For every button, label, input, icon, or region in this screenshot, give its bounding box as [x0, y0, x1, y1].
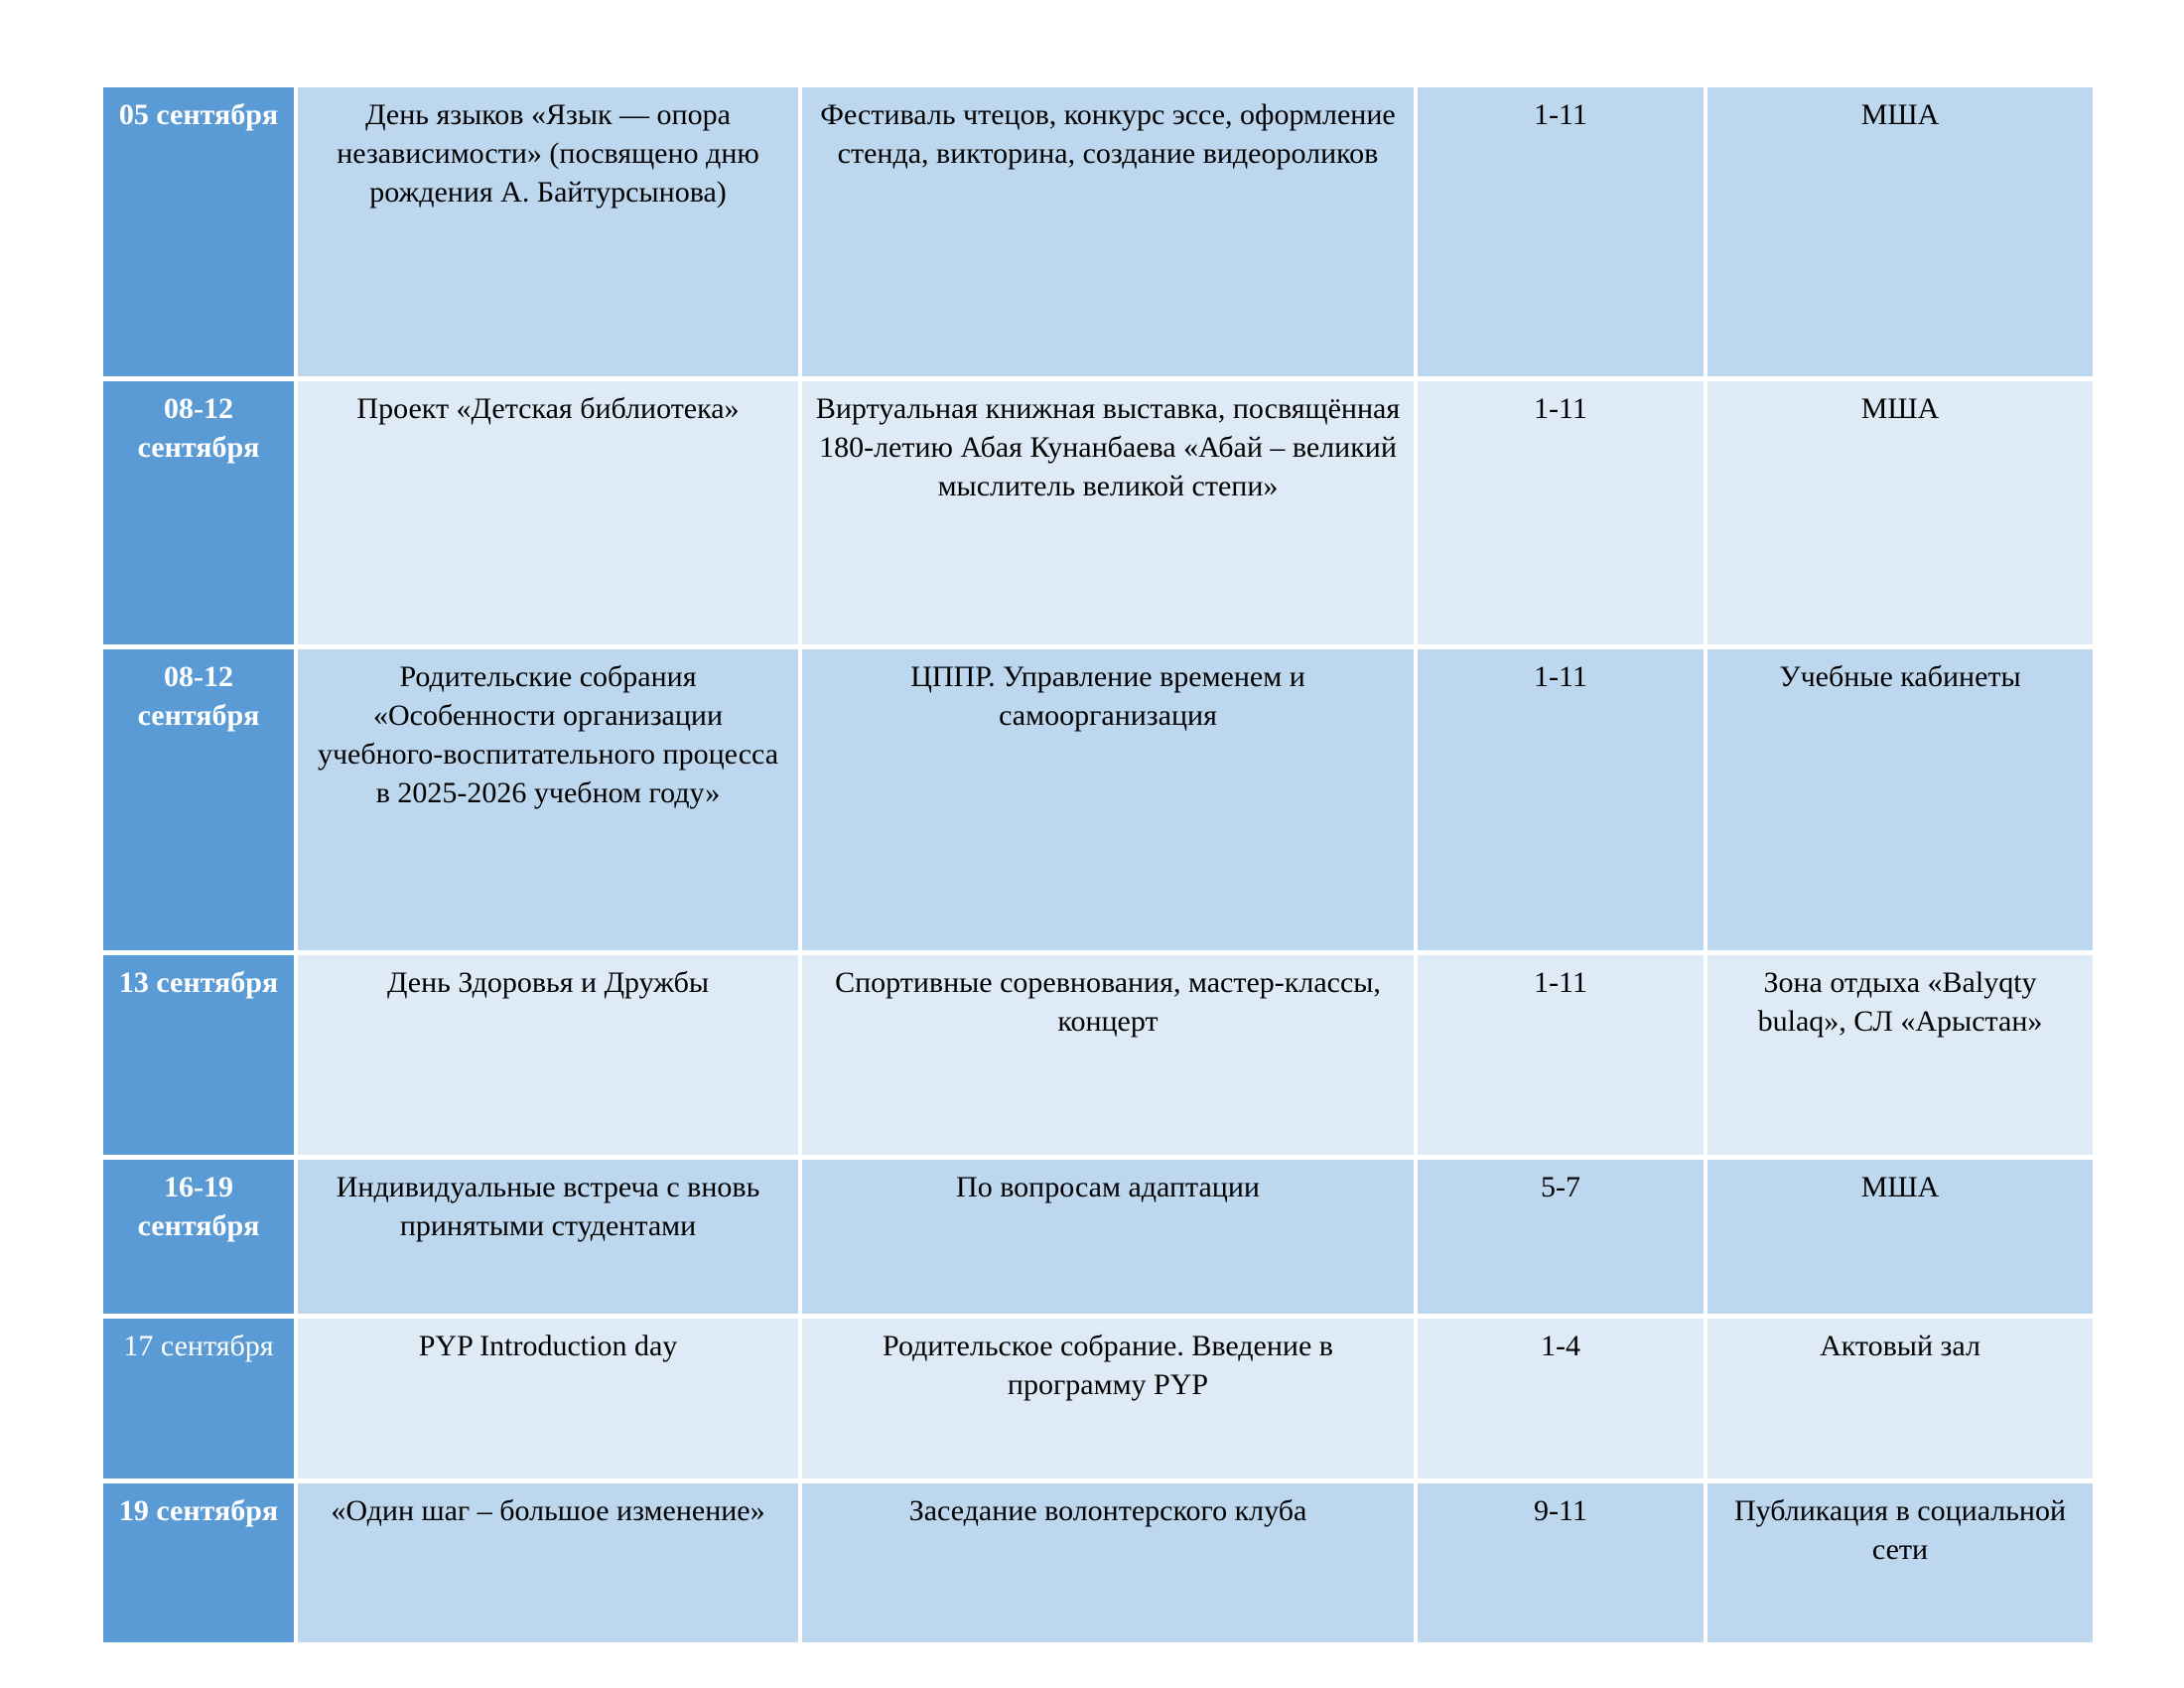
- date-text: 17 сентября: [123, 1330, 274, 1362]
- cell-activity: [802, 649, 1418, 955]
- cell-event: [298, 1160, 802, 1319]
- cell-date: [103, 955, 298, 1160]
- cell-activity: [802, 1483, 1418, 1642]
- event-text: «Один шаг – большое изменение»: [331, 1494, 765, 1527]
- table-row: [103, 87, 2093, 381]
- event-text: День языков «Язык — опора независимости» (посвящено дню рождения А. Байтурсынова): [337, 98, 759, 209]
- date-text: 13 сентября: [118, 966, 279, 999]
- cell-date: [103, 1483, 298, 1642]
- venue-text: МША: [1860, 392, 1940, 425]
- date-text: 05 сентября: [118, 98, 279, 131]
- cell-grades: [1418, 955, 1707, 1160]
- event-text: Родительские собрания «Особенности организации учебного-воспитательного процесса в 2025-2026 учебном году»: [317, 660, 779, 809]
- cell-grades: [1418, 87, 1707, 381]
- cell-date: [103, 1160, 298, 1319]
- venue-text: Учебные кабинеты: [1779, 660, 2021, 693]
- date-text: 19 сентября: [118, 1494, 279, 1527]
- venue-text: МША: [1860, 1171, 1940, 1203]
- activity-text: Спортивные соревнования, мастер-классы, концерт: [835, 966, 1381, 1038]
- venue-text: Актовый зал: [1820, 1330, 1980, 1362]
- cell-event: [298, 381, 802, 649]
- cell-activity: [802, 955, 1418, 1160]
- venue-text: Зона отдыха «Balyqty bulaq», СЛ «Арыстан»: [1757, 966, 2043, 1038]
- cell-date: [103, 649, 298, 955]
- grades-text: 1-11: [1534, 392, 1587, 425]
- cell-venue: [1707, 1483, 2093, 1642]
- cell-event: [298, 1483, 802, 1642]
- cell-venue: [1707, 1160, 2093, 1319]
- grades-text: 1-11: [1534, 966, 1587, 999]
- cell-venue: [1707, 1319, 2093, 1483]
- cell-activity: [802, 1160, 1418, 1319]
- cell-grades: [1418, 1483, 1707, 1642]
- schedule-table-body: [103, 87, 2093, 1642]
- cell-grades: [1418, 1160, 1707, 1319]
- grades-text: 9-11: [1534, 1494, 1587, 1527]
- cell-grades: [1418, 381, 1707, 649]
- cell-grades: [1418, 649, 1707, 955]
- cell-activity: [802, 381, 1418, 649]
- cell-event: [298, 955, 802, 1160]
- table-row: [103, 1483, 2093, 1642]
- cell-venue: [1707, 87, 2093, 381]
- activity-text: По вопросам адаптации: [956, 1171, 1260, 1203]
- cell-event: [298, 649, 802, 955]
- table-row: [103, 955, 2093, 1160]
- grades-text: 1-11: [1534, 660, 1587, 693]
- date-text: 08-12 сентября: [137, 660, 260, 732]
- cell-activity: [802, 87, 1418, 381]
- cell-activity: [802, 1319, 1418, 1483]
- cell-venue: [1707, 649, 2093, 955]
- date-text: 16-19 сентября: [137, 1171, 260, 1242]
- table-row: [103, 649, 2093, 955]
- activity-text: Виртуальная книжная выставка, посвящённая 180-летию Абая Кунанбаева «Абай – великий мыслитель великой степи»: [815, 392, 1401, 502]
- venue-text: МША: [1860, 98, 1940, 131]
- activity-text: ЦППР. Управление временем и самоорганизация: [910, 660, 1305, 732]
- cell-date: [103, 381, 298, 649]
- grades-text: 1-4: [1541, 1330, 1580, 1362]
- grades-text: 5-7: [1541, 1171, 1580, 1203]
- venue-text: Публикация в социальной сети: [1733, 1494, 2067, 1566]
- table-row: [103, 381, 2093, 649]
- cell-grades: [1418, 1319, 1707, 1483]
- event-text: День Здоровья и Дружбы: [386, 966, 710, 999]
- cell-date: [103, 87, 298, 381]
- activity-text: Фестиваль чтецов, конкурс эссе, оформление стенда, викторина, создание видеороликов: [820, 98, 1396, 170]
- table-row: [103, 1319, 2093, 1483]
- activity-text: Заседание волонтерского клуба: [908, 1494, 1307, 1527]
- cell-venue: [1707, 381, 2093, 649]
- activity-text: Родительское собрание. Введение в программу PYP: [883, 1330, 1333, 1401]
- date-text: 08-12 сентября: [137, 392, 260, 464]
- cell-date: [103, 1319, 298, 1483]
- schedule-table: [103, 87, 2093, 1642]
- event-text: Индивидуальные встреча с вновь принятыми студентами: [336, 1171, 760, 1242]
- cell-event: [298, 87, 802, 381]
- grades-text: 1-11: [1534, 98, 1587, 131]
- cell-venue: [1707, 955, 2093, 1160]
- event-text: Проект «Детская библиотека»: [356, 392, 740, 425]
- table-row: [103, 1160, 2093, 1319]
- event-text: PYP Introduction day: [418, 1330, 678, 1362]
- cell-event: [298, 1319, 802, 1483]
